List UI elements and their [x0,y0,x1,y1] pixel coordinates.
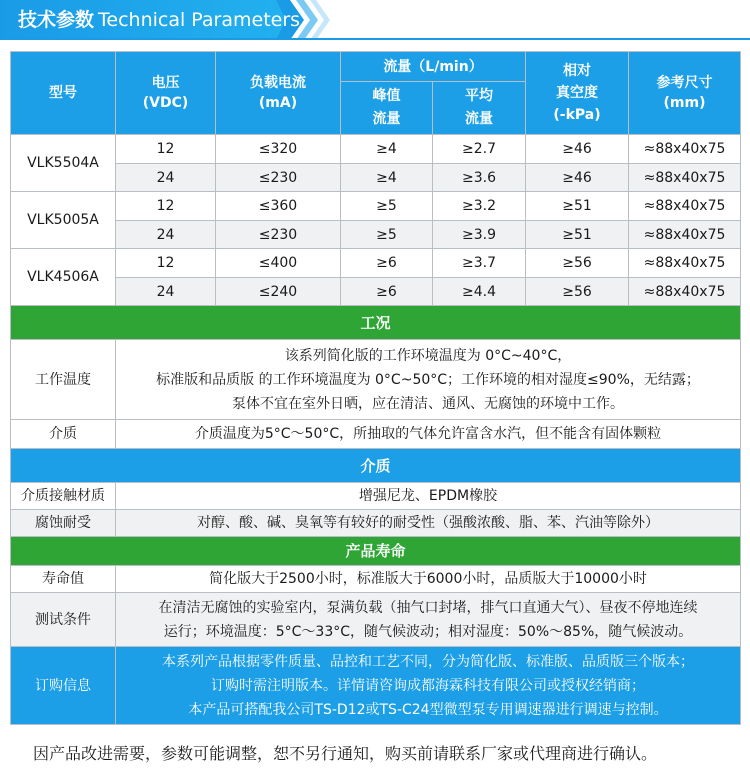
corrosion-resistance-text: 对醇、酸、碱、臭氧等有较好的耐受性（强酸浓酸、脂、苯、汽油等除外） [116,510,741,537]
label-order-info: 订购信息 [11,647,116,725]
parameters-table [10,51,741,725]
working-temperature-line: 标准版和品质版 的工作环境温度为 0°C~50°C；工作环境的相对湿度≤90%，无结露； [156,371,700,388]
cell-flow-avg: ≥4.4 [433,278,526,306]
label-working-temperature: 工作温度 [11,340,116,420]
cell-vacuum: ≥56 [526,249,629,278]
cell-size: ≈88x40x75 [629,192,741,221]
cell-flow-avg: ≥2.7 [433,135,526,164]
model-name: VLK5504A [11,135,116,192]
cell-flow-peak: ≥4 [341,164,433,192]
cell-flow-peak: ≥6 [341,249,433,278]
cell-vacuum: ≥46 [526,135,629,164]
col-header-vacuum: 相对 真空度 (-kPa) [526,52,629,135]
test-conditions-line: 在清洁无腐蚀的实验室内，泵满负载（抽气口封堵，排气口直通大气）、昼夜不停地连续 [158,599,698,616]
section-title-en: Technical Parameters [98,9,301,31]
model-name: VLK4506A [11,249,116,306]
col-header-flow: 流量（L/min） [341,52,526,82]
section-header [0,0,750,40]
cell-flow-avg: ≥3.7 [433,249,526,278]
col-header-flow-peak: 峰值 流量 [341,82,433,135]
cell-size: ≈88x40x75 [629,164,741,192]
working-temperature-line: 该系列简化版的工作环境温度为 0°C~40°C， [284,347,572,364]
col-header-flow-avg: 平均 流量 [433,82,526,135]
cell-current: ≤240 [216,278,341,306]
cell-size: ≈88x40x75 [629,278,741,306]
order-info-line: 本产品可搭配我公司TS-D12或TS-C24型微型泵专用调速器进行调速与控制。 [188,701,668,718]
label-contact-material: 介质接触材质 [11,483,116,510]
label-life-value: 寿命值 [11,566,116,593]
label-medium: 介质 [11,420,116,449]
cell-flow-peak: ≥5 [341,221,433,249]
contact-material-text: 增强尼龙、EPDM橡胶 [116,483,741,510]
cell-flow-avg: ≥3.2 [433,192,526,221]
working-temperature-line: 泵体不宜在室外日晒，应在清洁、通风、无腐蚀的环境中工作。 [232,395,624,412]
section-life-title: 产品寿命 [11,537,741,566]
cell-vacuum: ≥51 [526,192,629,221]
cell-size: ≈88x40x75 [629,221,741,249]
cell-voltage: 24 [116,278,216,306]
cell-size: ≈88x40x75 [629,249,741,278]
cell-vacuum: ≥51 [526,221,629,249]
cell-vacuum: ≥46 [526,164,629,192]
cell-current: ≤230 [216,221,341,249]
cell-current: ≤360 [216,192,341,221]
label-corrosion-resistance: 腐蚀耐受 [11,510,116,537]
order-info-line: 订购时需注明版本。详情请咨询成都海霖科技有限公司或授权经销商； [211,677,645,694]
col-header-model: 型号 [11,52,116,135]
model-name: VLK5005A [11,192,116,249]
test-conditions-line: 运行；环境温度：5°C～33°C，随气候波动；相对湿度：50%～85%，随气候波动。 [163,623,693,640]
cell-size: ≈88x40x75 [629,135,741,164]
footnote-disclaimer: 因产品改进需要，参数可能调整，恕不另行通知，购买前请联系厂家或代理商进行确认。 [33,744,658,763]
working-temperature-text [116,340,741,420]
cell-flow-peak: ≥4 [341,135,433,164]
section-title-zh: 技术参数 [18,9,95,31]
cell-flow-avg: ≥3.6 [433,164,526,192]
cell-voltage: 24 [116,221,216,249]
cell-flow-peak: ≥5 [341,192,433,221]
cell-current: ≤320 [216,135,341,164]
test-conditions-text [116,593,741,647]
life-value-text: 简化版大于2500小时，标准版大于6000小时，品质版大于10000小时 [116,566,741,593]
section-title [18,0,300,40]
order-info-text [116,647,741,725]
cell-vacuum: ≥56 [526,278,629,306]
cell-voltage: 24 [116,164,216,192]
section-conditions-title: 工况 [11,306,741,340]
cell-voltage: 12 [116,249,216,278]
col-header-voltage: 电压 (VDC) [116,52,216,135]
order-info-line: 本系列产品根据零件质量、品控和工艺不同，分为简化版、标准版、品质版三个版本； [162,653,694,670]
medium-text: 介质温度为5°C～50°C，所抽取的气体允许富含水汽，但不能含有固体颗粒 [116,420,741,449]
col-header-current: 负载电流 (mA) [216,52,341,135]
label-test-conditions: 测试条件 [11,593,116,647]
cell-flow-peak: ≥6 [341,278,433,306]
cell-voltage: 12 [116,192,216,221]
section-medium-title: 介质 [11,449,741,483]
cell-current: ≤400 [216,249,341,278]
cell-current: ≤230 [216,164,341,192]
cell-voltage: 12 [116,135,216,164]
col-header-size: 参考尺寸 (mm) [629,52,741,135]
cell-flow-avg: ≥3.9 [433,221,526,249]
